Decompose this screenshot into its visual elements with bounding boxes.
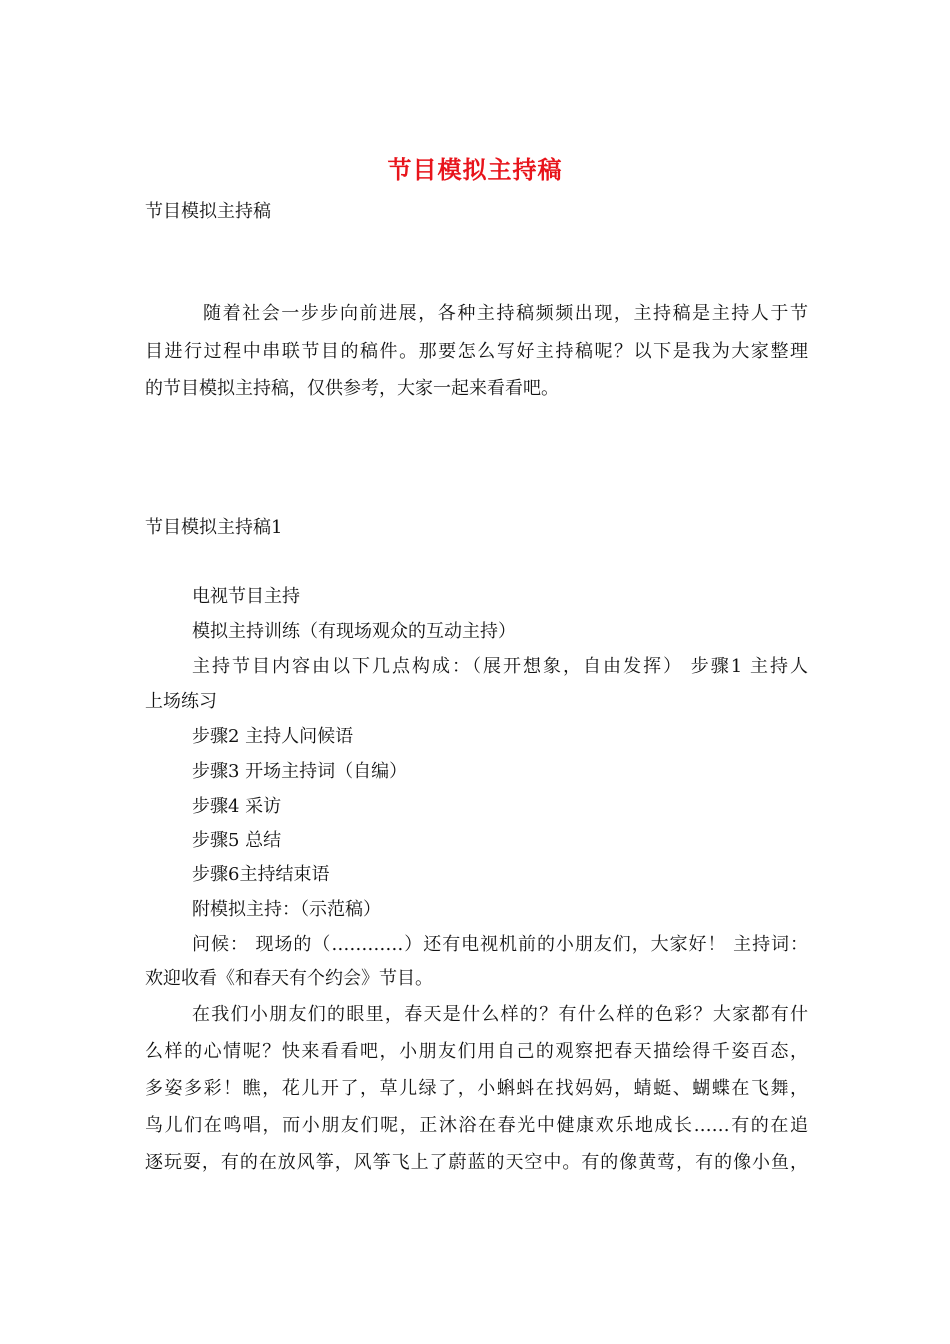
body-line: 逐玩耍，有的在放风筝，风筝飞上了蔚蓝的天空中。有的像黄莺，有的像小鱼， — [145, 1152, 808, 1173]
body-line: 上场练习 — [145, 691, 217, 712]
body-line: 鸟儿们在鸣唱，而小朋友们呢，正沐浴在春光中健康欢乐地成长……有的在追 — [145, 1115, 808, 1136]
body-line: 附模拟主持：（示范稿） — [192, 899, 381, 920]
intro-line: 的节目模拟主持稿，仅供参考，大家一起来看看吧。 — [145, 378, 559, 399]
body-line: 模拟主持训练（有现场观众的互动主持） — [192, 621, 516, 642]
intro-line: 随着社会一步步向前进展，各种主持稿频频出现，主持稿是主持人于节 — [203, 303, 808, 324]
body-line: 么样的心情呢？快来看看吧，小朋友们用自己的观察把春天描绘得千姿百态， — [145, 1041, 808, 1062]
body-line: 问候： 现场的（…………）还有电视机前的小朋友们，大家好！ 主持词： — [192, 934, 808, 955]
document-subtitle: 节目模拟主持稿 — [145, 201, 271, 222]
body-line: 步骤4 采访 — [192, 796, 282, 817]
body-line: 在我们小朋友们的眼里，春天是什么样的？有什么样的色彩？大家都有什 — [192, 1004, 808, 1025]
document-title: 节目模拟主持稿 — [387, 155, 563, 184]
body-line: 步骤2 主持人问候语 — [192, 726, 354, 747]
body-line: 电视节目主持 — [192, 586, 300, 607]
body-line: 主持节目内容由以下几点构成：（展开想象，自由发挥） 步骤1 主持人 — [192, 656, 808, 677]
body-line: 步骤3 开场主持词（自编） — [192, 761, 408, 782]
body-line: 步骤5 总结 — [192, 830, 282, 851]
intro-line: 目进行过程中串联节目的稿件。那要怎么写好主持稿呢？以下是我为大家整理 — [145, 341, 808, 362]
body-line: 步骤6主持结束语 — [192, 864, 330, 885]
body-line: 多姿多彩！瞧，花儿开了，草儿绿了，小蝌蚪在找妈妈，蜻蜓、蝴蝶在飞舞， — [145, 1078, 808, 1099]
body-line: 欢迎收看《和春天有个约会》节目。 — [145, 968, 433, 989]
section-heading: 节目模拟主持稿1 — [145, 517, 283, 538]
